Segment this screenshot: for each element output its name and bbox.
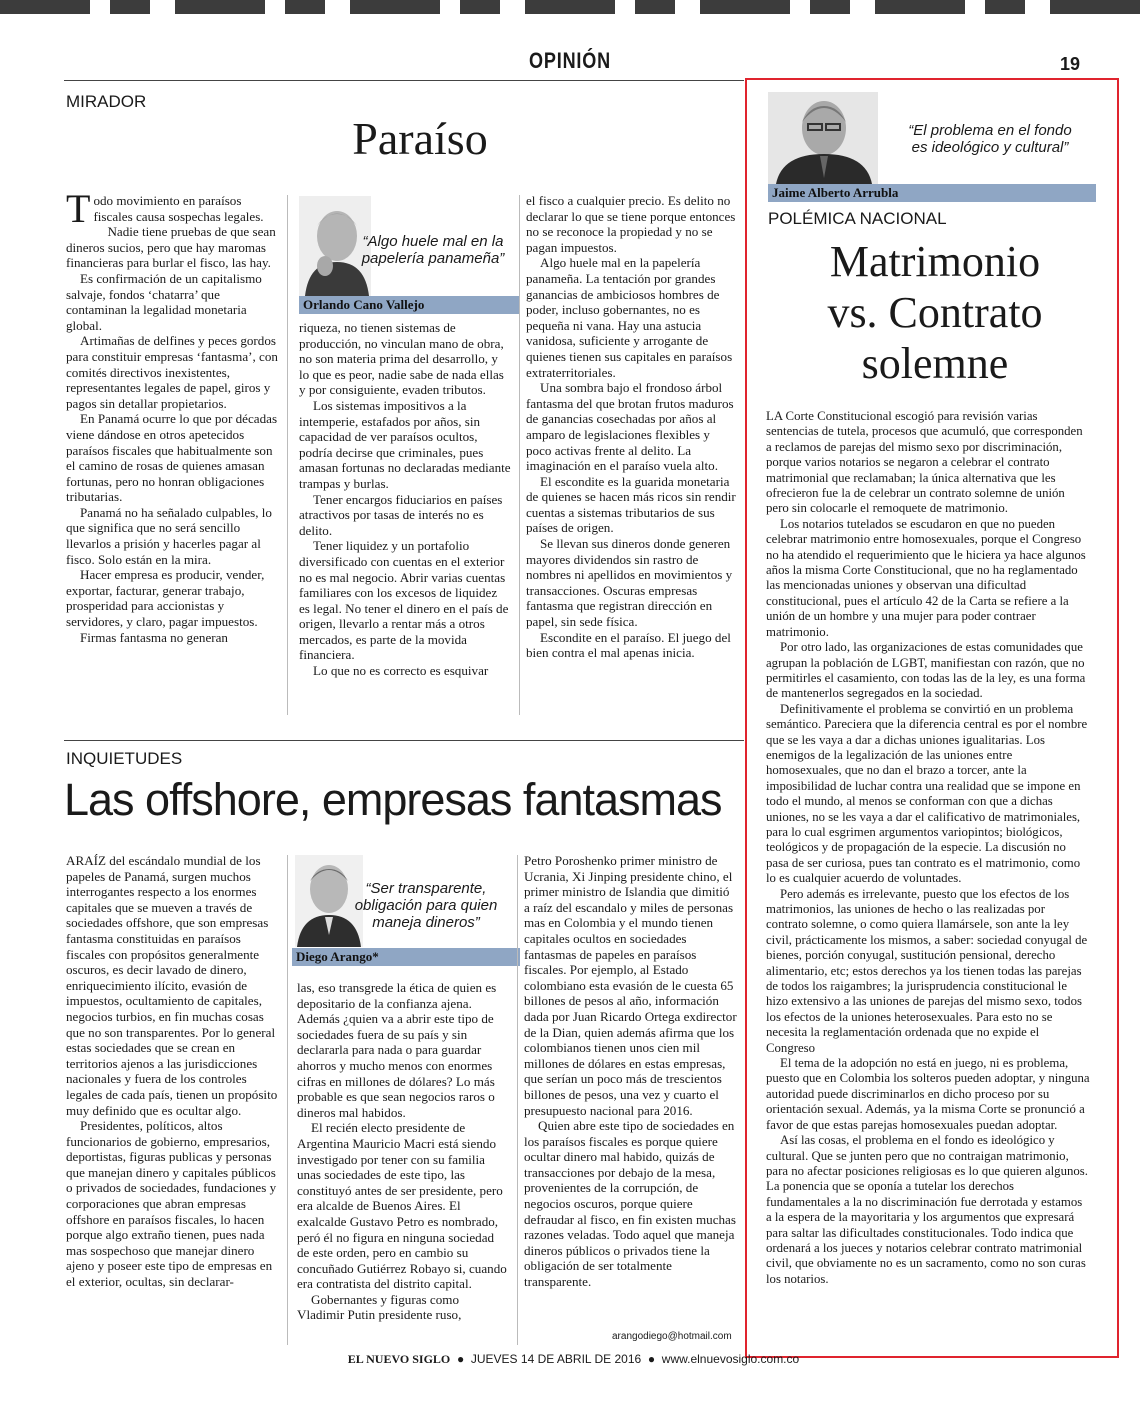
mirador-byline: Orlando Cano Vallejo: [299, 296, 519, 314]
inquietudes-col3-p1: Petro Poroshenko primer ministro de Ucrania, Xi Jinping presidente chino, el primer ministro de Islandia que dimitió a raíz del escandalo y miles de personas mas en Colombia y el mundo tienen capitales ocultos en sociedades fantasmas de papeles en paraísos fiscales. Por ejemplo, al Estado colombiano esta evasión de le cuesta 65 billones de pesos al año, información dada por Juan Ricardo Ortega exdirector de la Dian, quien además afirma que los colombianos tienen unos cien mil millones de dólares en estas empresas, que serían un poco más de trescientos billones de pesos, una vez y cuarto el presupuesto nacional para 2016.: [524, 853, 737, 1118]
polemica-p6: El tema de la adopción no está en juego, ni es problema, puesto que en Colombia los solteros pueden adoptar, y ninguna autoridad puede discriminarlos en dicho proceso por su orientación sexual. Además, ya la misma Corte se pronunció a favor de que estas parejas homosexuales puedan adoptar.: [766, 1056, 1090, 1132]
page-number: 19: [1060, 54, 1081, 74]
mirador-col1-p1: Todo movimiento en paraísos fiscales causa sospechas legales.: [66, 186, 264, 231]
polemica-p5: Pero además es irrelevante, puesto que los efectos de los matrimonios, las uniones de hecho o las realizadas por contrato solemne, o como quiera llamársele, son ante la ley civil, prácticamente los mismos, a saber: sociedad conyugal de bienes, porción conyugal, sustitución pensional, derecho alimentario, etc; estos derechos ya los tienen todas las parejas de todos los raigambres; la jurisprudencia constitucional le hizo extensivo a las uniones de parejas del mismo sexo, todos los efectos de la uniones heterosexuales. Para esto no se necesita la reglamentación ordenada que no expide el Congreso: [766, 886, 1088, 1055]
mirador-title: Paraíso: [352, 113, 488, 164]
top-rule: [64, 80, 744, 81]
inquietudes-pull-quote: “Ser transparente, obligación para quien maneja dineros”: [354, 880, 498, 931]
mirador-col1-p4: Artimañas de delfines y peces gordos para constituir empresas ‘fantasma’, con comités directivos inexistentes, representantes legales de papel, giros y pagos sin detallar propietarios.: [66, 333, 278, 411]
column-divider: [287, 195, 288, 715]
mirador-pull-quote: “Algo huele mal en la papelería panameña”: [361, 233, 505, 267]
author-email: arangodiego@hotmail.com: [612, 1331, 732, 1342]
polemica-p2: Los notarios tutelados se escudaron en que no pueden celebrar matrimonio entre homosexuales, porque el Congreso no ha atendido el requerimiento que le hiciera ya hace algunos años la misma Corte Constitucional, que no ha reglamentado las mencionadas uniones y observan una dificultad constitucional, pues el artículo 42 de la Carta se refiere a la unión de un hombre y una mujer para poder contraer matrimonio.: [766, 516, 1086, 639]
mirador-col1-p2: Nadie tiene pruebas de que sean dineros sucios, pero que hay maromas financieras para burlar el fisco, las hay.: [66, 224, 276, 271]
column-divider: [287, 855, 288, 1345]
footer-url: www.elnuevosiglo.com.co: [661, 1352, 800, 1366]
polemica-byline: Jaime Alberto Arrubla: [768, 184, 1096, 202]
bullet-icon: ●: [453, 1352, 468, 1366]
footer-date: JUEVES 14 DE ABRIL DE 2016: [470, 1352, 642, 1366]
inquietudes-col1-p2: Presidentes, políticos, altos funcionarios de gobierno, empresarios, deportistas, figuras publicas y personas que manejan dinero y capitales públicos o privados de sociedades, fundaciones y corporaciones que abran empresas offshore en paraísos fiscales, lo hacen porque algo extraño tienen, pues nada mas sospechoso que manejar dinero ajeno y poseer este tipo de empresas en el exterior, ocultas, sin declarar-: [66, 1118, 277, 1290]
polemica-title-line-3: solemne: [861, 339, 1009, 388]
column-divider: [517, 855, 518, 1345]
inquietudes-col2-p3: Gobernantes y figuras como Vladimir Putin presidente ruso,: [297, 1291, 462, 1323]
mirador-col2-p3: Tener encargos fiduciarios en países atractivos por tasas de interés no es delito.: [299, 491, 503, 538]
mirador-column-1: [66, 186, 278, 645]
footer-masthead: EL NUEVO SIGLO: [347, 1352, 451, 1366]
polemica-title-line-1: Matrimonio: [829, 237, 1041, 286]
top-masthead-strip: [0, 0, 1147, 14]
mirador-col1-p8: Firmas fantasma no generan: [80, 629, 228, 645]
mirador-col2-p5: Lo que no es correcto es esquivar: [313, 663, 489, 679]
mirador-col3-p1: el fisco a cualquier precio. Es delito no declarar lo que se tiene porque entonces no se reconoce la propiedad y no se pagan impuestos.: [526, 193, 736, 255]
mirador-col1-p5: En Panamá ocurre lo que por décadas viene dándose en otros apetecidos paraísos fiscales que habitualmente son el camino de rosas de quienes amasan fortunas, pero no honran obligaciones tributarias.: [66, 411, 278, 505]
inquietudes-col3-p2: Quien abre este tipo de sociedades en los paraísos fiscales es porque quiere ocultar dinero mal habido, quizás de transacciones por debajo de la mesa, provenientes de la corrupción, de negocios oscuros, porque quiere defraudar al fisco, en fin existen muchas razones veladas. Todo aquel que maneja dineros públicos o privados tiene la obligación de ser totalmente transparente.: [524, 1118, 736, 1290]
mirador-col3-p4: El escondite es la guarida monetaria de quienes se hacen más ricos sin rendir cuentas a sistemas tributarios de sus países de origen.: [526, 473, 736, 536]
bullet-icon: ●: [644, 1352, 659, 1366]
section-rule: [64, 740, 744, 741]
mirador-col3-p3: Una sombra bajo el frondoso árbol fantasma del que brotan frutos maduros de ganancias cosechadas por años al amparo de legislaciones flexibles y poco activas frente al delito. La imaginación en el paraíso vuela alto.: [526, 380, 734, 474]
mirador-column-2: [299, 320, 511, 679]
mirador-col3-p6: Escondite en el paraíso. El juego del bien contra el mal apenas inicia.: [526, 629, 731, 661]
polemica-title: [770, 236, 1100, 389]
mirador-col2-p1: riqueza, no tienen sistemas de producción, no vinculan mano de obra, no son materia prima del desarrollo, y lo que es peor, nadie sabe de nada ellas y por consiguiente, evaden tributos.: [299, 320, 504, 398]
inquietudes-col1-p1: ARAÍZ del escándalo mundial de los papeles de Panamá, surgen muchos interrogantes respecto a los enormes capitales que se mueven a través de sociedades offshore, que son empresas fantasma constituidas en paraísos fiscales con propósitos generalmente oscuros, es decir lavado de dinero, enriquecimiento ilícito, evasión de impuestos, ocultamiento de capitales, negocios turbios, en fin muchas cosas que no son transparentes. Por lo general estas sociedades que se crean en territorios ajenos a las jurisdicciones nacionales y fuera de los controles legales de cada país, tienen un propósito muy definido que es ocultar algo.: [66, 853, 278, 1118]
polemica-title-line-2: vs. Contrato: [827, 288, 1043, 337]
inquietudes-col2-p1: las, eso transgrede la ética de quien es depositario de la confianza ajena. Además ¿quien va a abrir este tipo de sociedades fuera de su país y sin declararla para nada o para guardar ahorros y mucho menos con enormes cifras en millones de dólares? Lo más probable es que sean negocios raros o dineros mal habidos.: [297, 980, 497, 1120]
mirador-kicker: MIRADOR: [66, 92, 147, 111]
mirador-col3-p2: Algo huele mal en la papelería panameña. La tentación por grandes ganancias de ambiciosos hombres de poder, incluso gobernantes, no es pequeña ni vana. Hay una astucia vanidosa, suficiente y arrogante de quienes tienen sus capitales en paraísos extraterritoriales.: [526, 255, 733, 380]
mirador-column-3: [526, 193, 738, 661]
page-footer: [0, 1352, 1147, 1367]
mirador-col2-p2: Los sistemas impositivos a la intemperie, estafados por años, sin capacidad de ver paraísos ocultos, podría decirse que criminales, pues amasan fortunas no declaradas mediante trampas y burlas.: [299, 397, 511, 491]
polemica-kicker: POLÉMICA NACIONAL: [768, 209, 947, 228]
inquietudes-column-2: [297, 980, 509, 1323]
polemica-body: [766, 409, 1090, 1287]
mirador-col2-p4: Tener liquidez y un portafolio diversificado con cuentas en el exterior no es mal negocio. Abrir varias cuentas familiares con los excesos de liquidez es legal. No tener el dinero en el país de origen, llevarlo a rentar más a otros mercados, es parte de la movida financiera.: [299, 538, 509, 663]
mirador-col3-p5: Se llevan sus dineros donde generen mayores dividendos sin rastro de nombres ni apellidos en movimientos y transacciones. Oscuras empresas fantasma que registran dirección en papel, sin sede física.: [526, 536, 733, 630]
inquietudes-title: Las offshore, empresas fantasmas: [64, 774, 722, 825]
section-title: OPINIÓN: [529, 48, 611, 73]
inquietudes-column-1: [66, 853, 278, 1290]
author-photo-jaime: [768, 92, 878, 184]
polemica-p4: Definitivamente el problema se convirtió en un problema semántico. Pareciera que la diferencia central es por el nombre que se les vaya a dar a dichas uniones igualitarias. Los enemigos de la legalización de las uniones entre homosexuales, que no dan el brazo a torcer, ante la imposibilidad de luchar contra una realidad que se impone en todo el mundo, al menos se conforman con que a dichas uniones, no se les vaya a dar el calificativo de matrimoniales, para lo cual esgrimen argumentos variopintos; biológicos, teológicos y de propagación de la especie. La discusión no pasa de ser curiosa, pues tan contrato es el matrimonio, como lo es cualquier acuerdo de voluntades.: [766, 701, 1088, 886]
polemica-p1: LA Corte Constitucional escogió para revisión varias sentencias de tutela, procesos que acumuló, que corresponden a reclamos de parejas del mismo sexo por discriminación, porque varios notarios se negaron a celebrar el contrato matrimonial que reclamaban; la única alternativa que les ofrecieron fue la de celebrar un contrato solemne de unión pero sin colocarle el remoquete de matrimonio.: [766, 409, 1083, 516]
polemica-p7: Así las cosas, el problema en el fondo es ideológico y cultural. Que se junten pero que no contraigan matrimonio, para no afectar posiciones religiosas es lo que quieren algunos. La ponencia que se oponía a tutelar los derechos fundamentales a la no discriminación fue derrotada y estamos a la espera de la mayoritaria y los argumentos que expresará para saltar las dificultades constitucionales. Todo indica que ordenará a los jueces y notarios celebrar contrato matrimonial civil, que obviamente no es un sacramento, como no son curas los notarios.: [766, 1133, 1088, 1286]
mirador-col1-p6: Panamá no ha señalado culpables, lo que significa que no será sencillo llevarlos a prisión y hacerles pagar al fisco. Solo están en la mira.: [66, 504, 272, 567]
mirador-col1-p7: Hacer empresa es producir, vender, exportar, facturar, generar trabajo, prosperidad para accionistas y servidores, y claro, pagar impuestos.: [66, 567, 265, 630]
inquietudes-col2-p2: El recién electo presidente de Argentina Mauricio Macri está siendo investigado por tener con su familia unas sociedades de este tipo, las constituyó antes de ser presidente, pero era alcalde de Buenos Aires. El exalcalde Gustavo Petro es nombrado, peró él no figura en ninguna sociedad de este orden, pero en cambio su concuñado Gutiérrez Robayo si, cuando era contratista del distrito capital.: [297, 1120, 507, 1292]
polemica-p3: Por otro lado, las organizaciones de estas comunidades que agrupan la población de LGBT, manifiestan con razón, que no permitirles el casamiento, con todas las de la ley, es una forma de mantenerlos segregados en la sociedad.: [766, 640, 1086, 701]
inquietudes-column-3: [524, 853, 738, 1290]
polemica-pull-quote: “El problema en el fondo es ideológico y cultural”: [908, 122, 1072, 156]
inquietudes-byline: Diego Arango*: [292, 948, 520, 966]
column-divider: [519, 195, 520, 715]
inquietudes-kicker: INQUIETUDES: [66, 749, 183, 768]
mirador-col1-p3: Es confirmación de un capitalismo salvaje, fondos ‘chatarra’ que contaminan la legalidad monetaria global.: [66, 270, 262, 333]
